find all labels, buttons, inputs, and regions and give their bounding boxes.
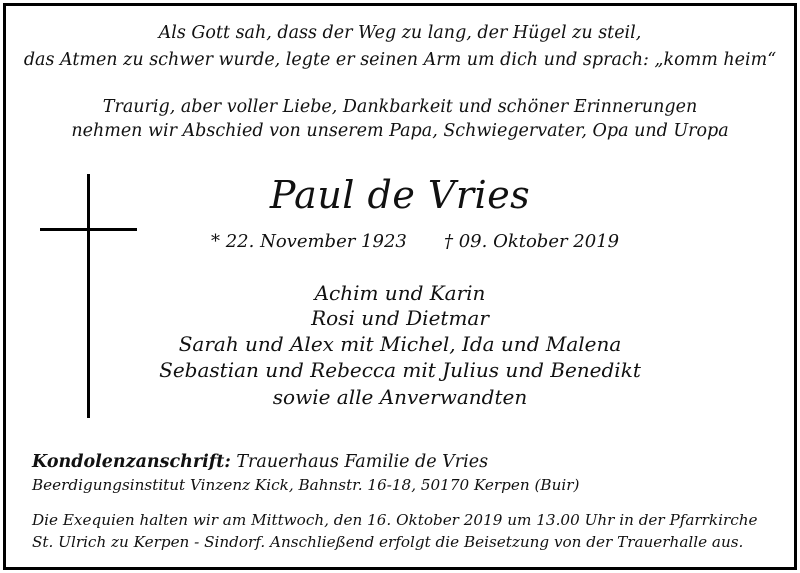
mourner-1: Achim und Karin [314,281,486,305]
death-date: † 09. Oktober 2019 [444,231,620,252]
mourner-5: sowie alle Anverwandten [272,385,528,409]
condolence-address [32,452,488,472]
intro-line-2: nehmen wir Abschied von unserem Papa, Schwiegervater, Opa und Uropa [71,121,729,141]
condolence-house: Trauerhaus Familie de Vries [230,452,489,472]
mourner-2: Rosi und Dietmar [311,306,489,330]
quote-line-2: das Atmen zu schwer wurde, legte er seinen Arm um dich und sprach: „komm heim“ [23,50,777,70]
quote-line-1: Als Gott sah, dass der Weg zu lang, der Hügel zu steil, [158,23,642,43]
cross-icon-bar [40,228,137,231]
condolence-label: Kondolenzanschrift: [32,452,231,472]
mourner-4: Sebastian und Rebecca mit Julius und Benedikt [159,358,641,382]
mourner-3: Sarah und Alex mit Michel, Ida und Malena [178,332,622,356]
service-line-1: Die Exequien halten wir am Mittwoch, den 16. Oktober 2019 um 13.00 Uhr in der Pfarrkirche [32,511,758,529]
service-line-2: St. Ulrich zu Kerpen - Sindorf. Anschließend erfolgt die Beisetzung von der Trauerhalle aus. [32,533,744,551]
birth-date: * 22. November 1923 [211,231,407,252]
obituary-notice [3,3,797,570]
deceased-name: Paul de Vries [269,173,531,217]
intro-line-1: Traurig, aber voller Liebe, Dankbarkeit und schöner Erinnerungen [102,97,698,117]
funeral-institute: Beerdigungsinstitut Vinzenz Kick, Bahnstr. 16-18, 50170 Kerpen (Buir) [32,476,580,494]
